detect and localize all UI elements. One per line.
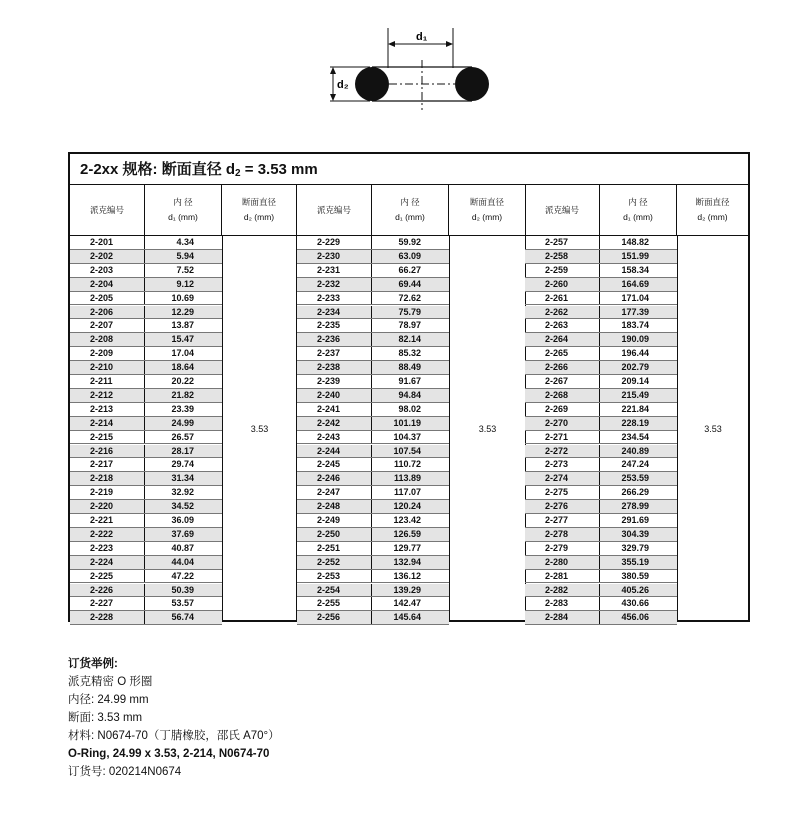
inner-diameter: 13.87: [171, 320, 194, 331]
table-row: [297, 333, 449, 347]
inner-diameter: 28.17: [171, 445, 194, 456]
inner-diameter: 278.99: [621, 501, 649, 512]
table-row: [525, 528, 677, 542]
parker-code: 2-216: [70, 445, 145, 458]
parker-code: 2-204: [70, 278, 145, 291]
inner-diameter: 380.59: [621, 570, 649, 581]
cross-section-value: 3.53: [222, 236, 297, 622]
table-row: [297, 597, 449, 611]
parker-code: 2-208: [70, 333, 145, 346]
header-inner-diameter: 内 径 d₁ (mm): [372, 185, 449, 236]
inner-diameter: 26.57: [171, 431, 194, 442]
inner-diameter: 59.92: [398, 237, 421, 247]
parker-code: 2-261: [525, 292, 600, 305]
table-row: [297, 458, 449, 472]
parker-code: 2-268: [525, 389, 600, 402]
parker-code: 2-206: [70, 306, 145, 319]
inner-diameter: 82.14: [398, 334, 421, 345]
table-row: [525, 500, 677, 514]
table-row: [70, 542, 222, 556]
table-row: [525, 417, 677, 431]
table-row: [70, 597, 222, 611]
table-row: [297, 584, 449, 598]
parker-code: 2-266: [525, 361, 600, 374]
parker-code: 2-231: [297, 264, 372, 277]
table-row: [525, 514, 677, 528]
table-row: [70, 361, 222, 375]
table-row: [525, 445, 677, 459]
table-row: [297, 403, 449, 417]
table-row: [525, 347, 677, 361]
table-row: [70, 431, 222, 445]
inner-diameter: 56.74: [171, 612, 194, 623]
table-row: [525, 611, 677, 625]
parker-code: 2-223: [70, 542, 145, 555]
parker-code: 2-226: [70, 584, 145, 597]
order-line: 订货号: 020214N0674: [68, 766, 182, 778]
parker-code: 2-248: [297, 500, 372, 513]
inner-diameter: 20.22: [171, 376, 194, 386]
parker-code: 2-219: [70, 486, 145, 499]
parker-code: 2-236: [297, 333, 372, 346]
table-row: [297, 472, 449, 486]
inner-diameter: 247.24: [621, 459, 649, 470]
inner-diameter: 104.37: [393, 431, 421, 442]
table-row: [70, 570, 222, 584]
inner-diameter: 53.57: [171, 598, 194, 609]
inner-diameter: 110.72: [393, 459, 421, 470]
header-cross-section: 断面直径 d₂ (mm): [677, 185, 748, 236]
parker-code: 2-281: [525, 570, 600, 583]
table-row: [70, 319, 222, 333]
table-row: [297, 389, 449, 403]
inner-diameter: 29.74: [171, 459, 194, 470]
parker-code: 2-241: [297, 403, 372, 416]
inner-diameter: 215.49: [621, 389, 649, 400]
inner-diameter: 139.29: [393, 584, 421, 595]
parker-code: 2-250: [297, 528, 372, 541]
parker-code: 2-278: [525, 528, 600, 541]
table-row: [70, 306, 222, 320]
d2-label: d₂: [337, 79, 349, 91]
parker-code: 2-239: [297, 375, 372, 388]
inner-diameter: 253.59: [621, 473, 649, 484]
inner-diameter: 44.04: [171, 556, 194, 567]
inner-diameter: 240.89: [621, 445, 649, 456]
table-row: [70, 514, 222, 528]
parker-code: 2-205: [70, 292, 145, 305]
header-code: 派克编号: [70, 185, 145, 236]
inner-diameter: 85.32: [398, 348, 421, 359]
inner-diameter: 148.82: [621, 237, 649, 247]
inner-diameter: 69.44: [398, 278, 421, 289]
parker-code: 2-283: [525, 597, 600, 610]
parker-code: 2-240: [297, 389, 372, 402]
inner-diameter: 132.94: [393, 556, 421, 567]
order-line-bold: O-Ring, 24.99 x 3.53, 2-214, N0674-70: [68, 748, 270, 760]
inner-diameter: 136.12: [393, 570, 421, 581]
parker-code: 2-201: [70, 236, 145, 249]
inner-diameter: 405.26: [621, 584, 649, 595]
table-row: [297, 611, 449, 625]
inner-diameter: 202.79: [621, 362, 649, 373]
order-line: 派克精密 O 形圈: [68, 676, 153, 688]
parker-code: 2-215: [70, 431, 145, 444]
parker-code: 2-210: [70, 361, 145, 374]
table-row: [70, 403, 222, 417]
parker-code: 2-253: [297, 570, 372, 583]
inner-diameter: 18.64: [171, 362, 194, 373]
inner-diameter: 190.09: [621, 334, 649, 345]
table-row: [525, 472, 677, 486]
inner-diameter: 221.84: [621, 403, 649, 414]
table-row: [70, 375, 222, 389]
table-row: [297, 319, 449, 333]
parker-code: 2-242: [297, 417, 372, 430]
inner-diameter: 126.59: [393, 528, 421, 539]
parker-code: 2-280: [525, 556, 600, 569]
parker-code: 2-243: [297, 431, 372, 444]
table-row: [70, 292, 222, 306]
table-row: [525, 486, 677, 500]
inner-diameter: 91.67: [398, 376, 421, 386]
header-inner-diameter: 内 径 d₁ (mm): [600, 185, 677, 236]
inner-diameter: 164.69: [621, 278, 649, 289]
header-cross-section: 断面直径 d₂ (mm): [222, 185, 297, 236]
inner-diameter: 24.99: [171, 417, 194, 428]
table-row: [297, 542, 449, 556]
table-row: [297, 570, 449, 584]
parker-code: 2-275: [525, 486, 600, 499]
parker-code: 2-247: [297, 486, 372, 499]
parker-code: 2-225: [70, 570, 145, 583]
inner-diameter: 430.66: [621, 598, 649, 609]
inner-diameter: 304.39: [621, 528, 649, 539]
inner-diameter: 234.54: [621, 431, 649, 442]
parker-code: 2-251: [297, 542, 372, 555]
table-row: [70, 389, 222, 403]
inner-diameter: 4.34: [176, 237, 194, 247]
inner-diameter: 47.22: [171, 570, 194, 581]
table-row: [70, 458, 222, 472]
inner-diameter: 329.79: [621, 542, 649, 553]
table-row: [297, 500, 449, 514]
parker-code: 2-203: [70, 264, 145, 277]
table-row: [297, 264, 449, 278]
parker-code: 2-229: [297, 236, 372, 249]
inner-diameter: 120.24: [393, 501, 421, 512]
parker-code: 2-218: [70, 472, 145, 485]
table-row: [70, 472, 222, 486]
parker-code: 2-273: [525, 458, 600, 471]
parker-code: 2-272: [525, 445, 600, 458]
table-row: [297, 306, 449, 320]
parker-code: 2-222: [70, 528, 145, 541]
cross-section-value: 3.53: [449, 236, 526, 622]
table-row: [525, 292, 677, 306]
parker-code: 2-255: [297, 597, 372, 610]
order-heading: 订货举例:: [68, 658, 118, 670]
cross-section-value: 3.53: [677, 236, 748, 622]
parker-code: 2-207: [70, 319, 145, 332]
table-row: [70, 236, 222, 250]
table-row: [297, 375, 449, 389]
inner-diameter: 228.19: [621, 417, 649, 428]
parker-code: 2-265: [525, 347, 600, 360]
table-row: [70, 611, 222, 625]
table-row: [70, 278, 222, 292]
table-row: [525, 570, 677, 584]
table-row: [525, 264, 677, 278]
inner-diameter: 7.52: [176, 264, 194, 275]
inner-diameter: 63.09: [398, 250, 421, 261]
table-row: [297, 361, 449, 375]
table-row: [297, 514, 449, 528]
parker-code: 2-264: [525, 333, 600, 346]
parker-code: 2-232: [297, 278, 372, 291]
inner-diameter: 129.77: [393, 542, 421, 553]
table-row: [70, 264, 222, 278]
parker-code: 2-246: [297, 472, 372, 485]
d1-label: d₁: [416, 31, 428, 43]
header-code: 派克编号: [525, 185, 600, 236]
parker-code: 2-269: [525, 403, 600, 416]
parker-code: 2-233: [297, 292, 372, 305]
table-row: [70, 528, 222, 542]
inner-diameter: 158.34: [621, 264, 649, 275]
table-row: [297, 236, 449, 250]
table-row: [297, 417, 449, 431]
parker-code: 2-227: [70, 597, 145, 610]
parker-code: 2-282: [525, 584, 600, 597]
table-row: [525, 361, 677, 375]
inner-diameter: 142.47: [393, 598, 421, 609]
inner-diameter: 183.74: [621, 320, 649, 331]
inner-diameter: 196.44: [621, 348, 649, 359]
inner-diameter: 50.39: [171, 584, 194, 595]
inner-diameter: 23.39: [171, 403, 194, 414]
table-row: [525, 236, 677, 250]
parker-code: 2-260: [525, 278, 600, 291]
inner-diameter: 151.99: [621, 250, 649, 261]
table-row: [297, 278, 449, 292]
o-ring-diagram: [300, 20, 510, 115]
inner-diameter: 21.82: [171, 389, 194, 400]
parker-code: 2-262: [525, 306, 600, 319]
parker-code: 2-228: [70, 611, 145, 624]
parker-code: 2-271: [525, 431, 600, 444]
inner-diameter: 10.69: [171, 292, 194, 303]
parker-code: 2-263: [525, 319, 600, 332]
inner-diameter: 12.29: [171, 306, 194, 317]
table-row: [525, 306, 677, 320]
parker-code: 2-274: [525, 472, 600, 485]
parker-code: 2-214: [70, 417, 145, 430]
inner-diameter: 291.69: [621, 515, 649, 525]
header-code: 派克编号: [297, 185, 372, 236]
table-row: [70, 445, 222, 459]
parker-code: 2-221: [70, 514, 145, 527]
inner-diameter: 17.04: [171, 348, 194, 359]
inner-diameter: 66.27: [398, 264, 421, 275]
inner-diameter: 34.52: [171, 501, 194, 512]
inner-diameter: 266.29: [621, 487, 649, 498]
table-row: [525, 333, 677, 347]
parker-code: 2-212: [70, 389, 145, 402]
inner-diameter: 145.64: [393, 612, 421, 623]
inner-diameter: 9.12: [176, 278, 194, 289]
parker-code: 2-217: [70, 458, 145, 471]
inner-diameter: 72.62: [398, 292, 421, 303]
inner-diameter: 40.87: [171, 542, 194, 553]
table-row: [70, 333, 222, 347]
table-row: [70, 250, 222, 264]
inner-diameter: 88.49: [398, 362, 421, 373]
inner-diameter: 123.42: [393, 515, 421, 525]
order-example: [68, 655, 280, 781]
table-row: [525, 584, 677, 598]
parker-code: 2-213: [70, 403, 145, 416]
inner-diameter: 94.84: [398, 389, 421, 400]
table-row: [525, 597, 677, 611]
table-row: [70, 556, 222, 570]
order-line: 材料: N0674-70（丁腈橡胶，邵氏 A70°）: [68, 730, 280, 742]
parker-code: 2-277: [525, 514, 600, 527]
parker-code: 2-235: [297, 319, 372, 332]
table-row: [525, 375, 677, 389]
table-row: [297, 556, 449, 570]
table-row: [297, 431, 449, 445]
table-row: [297, 250, 449, 264]
table-row: [525, 389, 677, 403]
parker-code: 2-244: [297, 445, 372, 458]
parker-code: 2-259: [525, 264, 600, 277]
inner-diameter: 15.47: [171, 334, 194, 345]
inner-diameter: 171.04: [621, 292, 649, 303]
inner-diameter: 98.02: [398, 403, 421, 414]
table-row: [70, 500, 222, 514]
parker-code: 2-209: [70, 347, 145, 360]
inner-diameter: 5.94: [176, 250, 194, 261]
parker-code: 2-252: [297, 556, 372, 569]
inner-diameter: 31.34: [171, 473, 194, 484]
inner-diameter: 37.69: [171, 528, 194, 539]
parker-code: 2-254: [297, 584, 372, 597]
parker-code: 2-270: [525, 417, 600, 430]
parker-code: 2-258: [525, 250, 600, 263]
parker-code: 2-245: [297, 458, 372, 471]
header-cross-section: 断面直径 d₂ (mm): [449, 185, 526, 236]
inner-diameter: 107.54: [393, 445, 421, 456]
inner-diameter: 32.92: [171, 487, 194, 498]
table-row: [70, 347, 222, 361]
parker-code: 2-237: [297, 347, 372, 360]
parker-code: 2-238: [297, 361, 372, 374]
order-line: 内径: 24.99 mm: [68, 694, 149, 706]
table-row: [297, 347, 449, 361]
parker-code: 2-230: [297, 250, 372, 263]
inner-diameter: 78.97: [398, 320, 421, 331]
o-ring-size-table: [68, 152, 750, 622]
parker-code: 2-202: [70, 250, 145, 263]
parker-code: 2-256: [297, 611, 372, 624]
parker-code: 2-284: [525, 611, 600, 624]
table-row: [525, 458, 677, 472]
inner-diameter: 101.19: [393, 417, 421, 428]
order-line: 断面: 3.53 mm: [68, 712, 143, 724]
table-row: [525, 250, 677, 264]
table-row: [70, 417, 222, 431]
table-row: [525, 431, 677, 445]
parker-code: 2-257: [525, 236, 600, 249]
inner-diameter: 456.06: [621, 612, 649, 623]
table-row: [525, 319, 677, 333]
parker-code: 2-234: [297, 306, 372, 319]
table-row: [70, 584, 222, 598]
inner-diameter: 117.07: [393, 487, 421, 498]
table-row: [297, 528, 449, 542]
parker-code: 2-211: [70, 375, 145, 388]
inner-diameter: 355.19: [621, 556, 649, 567]
inner-diameter: 177.39: [621, 306, 649, 317]
table-row: [297, 292, 449, 306]
inner-diameter: 113.89: [393, 473, 421, 484]
table-row: [70, 486, 222, 500]
table-row: [297, 486, 449, 500]
parker-code: 2-220: [70, 500, 145, 513]
inner-diameter: 209.14: [621, 376, 649, 386]
table-row: [525, 403, 677, 417]
parker-code: 2-279: [525, 542, 600, 555]
table-title: 2-2xx 规格: 断面直径 $d_2 = 3.53$ mm: [70, 154, 748, 185]
parker-code: 2-267: [525, 375, 600, 388]
table-row: [525, 278, 677, 292]
parker-code: 2-249: [297, 514, 372, 527]
table-row: [297, 445, 449, 459]
table-row: [525, 556, 677, 570]
parker-code: 2-224: [70, 556, 145, 569]
table-row: [525, 542, 677, 556]
header-inner-diameter: 内 径 d₁ (mm): [145, 185, 222, 236]
inner-diameter: 75.79: [398, 306, 421, 317]
inner-diameter: 36.09: [171, 515, 194, 525]
parker-code: 2-276: [525, 500, 600, 513]
